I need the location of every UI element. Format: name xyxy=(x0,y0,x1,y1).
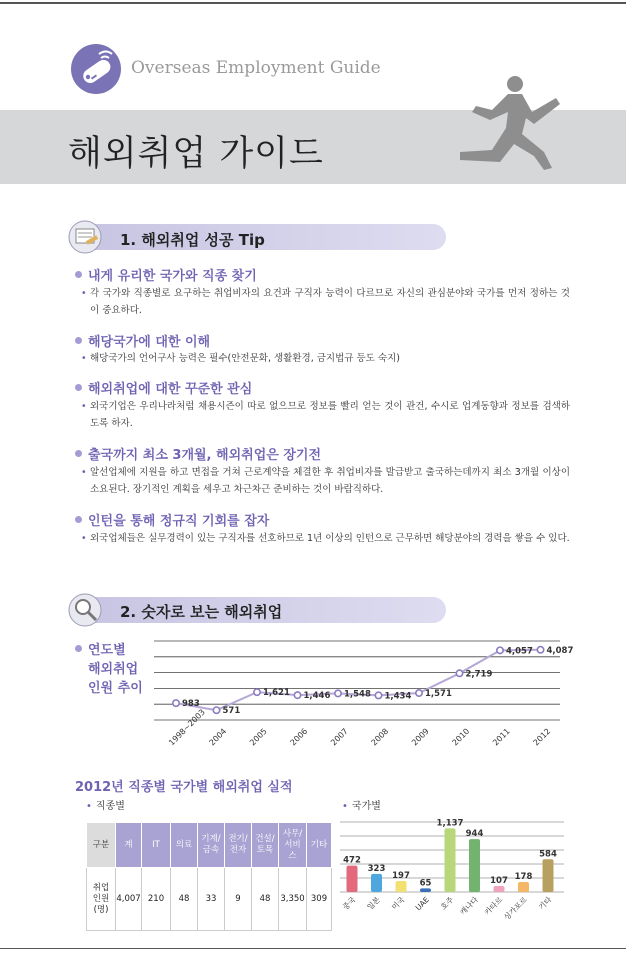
job-value-cell: 3,350 xyxy=(279,868,307,931)
job-header-cell: 기계/ 금속 xyxy=(198,823,225,868)
line-label-3: 인원 추이 xyxy=(88,681,143,696)
tick-label: 2006 xyxy=(288,726,310,748)
section-title-tips: 1. 해외취업 성공 Tip xyxy=(120,231,265,249)
data-point xyxy=(456,670,462,676)
data-point xyxy=(335,690,341,696)
job-header-cell: 전기/ 전자 xyxy=(225,823,252,868)
job-header-cell: 기타 xyxy=(307,823,332,868)
data-point xyxy=(213,707,219,713)
tick-label: 2008 xyxy=(369,726,391,748)
tick-label: 2010 xyxy=(450,726,472,748)
tick-label: 2009 xyxy=(410,726,431,748)
job-header-cell: 건설/ 토목 xyxy=(252,823,279,868)
job-header-cell: 의료 xyxy=(171,823,198,868)
bar-value-label: 197 xyxy=(392,870,410,881)
data-label: 983 xyxy=(182,699,200,710)
data-point xyxy=(254,689,260,695)
bar xyxy=(371,874,382,892)
data-point xyxy=(173,700,179,706)
bar xyxy=(396,881,407,892)
bar-value-label: 584 xyxy=(539,849,557,860)
data-label: 571 xyxy=(222,706,241,717)
tick-label: 2012 xyxy=(531,726,553,748)
job-header-cell: 구분 xyxy=(87,823,116,868)
bar-value-label: 65 xyxy=(419,878,432,889)
line-chart-label xyxy=(75,641,143,698)
magnifier-icon xyxy=(68,593,104,627)
trend-line xyxy=(176,650,541,710)
tip-body: • 알선업체에 지원을 하고 면접을 거쳐 근로계약을 체결한 후 취업비자를 발급받고 출국하는데까지 최소 3개월 이상이 소요된다. 장기적인 계획을 세우고 차근차근 준비하는 것이 바람직하다. xyxy=(90,464,570,498)
job-value-cell: 9 xyxy=(225,868,252,931)
data-label: 2,719 xyxy=(465,669,493,680)
data-point xyxy=(294,692,300,698)
data-label: 1,446 xyxy=(303,691,331,702)
job-value-cell: 210 xyxy=(142,868,171,931)
data-label: 1,571 xyxy=(425,689,452,700)
tip-body: • 외국기업은 우리나라처럼 채용시즌이 따로 없으므로 정보를 빨리 얻는 것이 관건, 수시로 업계동향과 정보를 검색하도록 하자. xyxy=(90,398,570,432)
job-table-header xyxy=(87,823,332,868)
job-table-row xyxy=(87,868,332,931)
bar-value-label: 944 xyxy=(465,829,484,840)
data-label: 1,434 xyxy=(384,691,412,702)
job-value-cell: 309 xyxy=(307,868,332,931)
category-label: 싱가포르 xyxy=(502,895,529,922)
jumping-man-icon xyxy=(452,72,562,172)
tick-label: 1998~2003 xyxy=(167,707,207,748)
job-header-cell: 사무/ 서비 스 xyxy=(279,823,307,868)
tip-body: • 해당국가의 언어구사 능력은 필수(안전문화, 생활환경, 금지법규 등도 숙지) xyxy=(90,350,570,367)
data-point xyxy=(537,647,543,653)
tick-label: 2004 xyxy=(207,726,229,748)
bar xyxy=(543,859,554,892)
bar-value-label: 1,137 xyxy=(436,818,464,829)
tick-label: 2011 xyxy=(491,726,512,748)
job-header-cell: IT xyxy=(142,823,171,868)
logo-icon xyxy=(71,44,121,94)
job-value-cell: 48 xyxy=(171,868,198,931)
tip-heading: 해외취업에 대한 꾸준한 관심 xyxy=(75,378,252,397)
document-pen-icon xyxy=(68,220,104,254)
job-header-cell: 계 xyxy=(116,823,142,868)
category-label: 기타 xyxy=(536,895,554,912)
bar-value-label: 107 xyxy=(490,876,508,887)
bullet-icon xyxy=(75,645,82,652)
bar-chart xyxy=(338,812,566,922)
category-label: 미국 xyxy=(389,895,407,912)
job-subheading: • 직종별 xyxy=(86,797,125,812)
job-table xyxy=(86,822,332,931)
bar-value-label: 472 xyxy=(343,855,361,866)
job-value-cell: 4,007 xyxy=(116,868,142,931)
category-label: 일본 xyxy=(365,895,382,912)
bar xyxy=(469,839,480,892)
data-label: 4,057 xyxy=(506,646,533,657)
bar xyxy=(445,828,456,892)
job-value-cell: 33 xyxy=(198,868,225,931)
data-label: 1,548 xyxy=(344,689,371,700)
line-label-1: 연도별 xyxy=(88,643,126,658)
category-label: 중국 xyxy=(340,895,358,912)
category-label: UAE xyxy=(413,895,431,913)
top-rule xyxy=(0,2,626,4)
bar xyxy=(347,866,358,892)
data-point xyxy=(375,692,381,698)
data-label: 4,087 xyxy=(546,645,574,656)
tip-heading: 해당국가에 대한 이해 xyxy=(75,331,210,350)
bar xyxy=(494,886,505,892)
job-value-cell: 48 xyxy=(252,868,279,931)
tip-heading: 내게 유리한 국가와 직종 찾기 xyxy=(75,265,257,284)
tick-label: 2007 xyxy=(329,726,350,748)
tip-heading: 출국까지 최소 3개월, 해외취업은 장기전 xyxy=(75,444,321,463)
guide-label: Overseas Employment Guide xyxy=(131,58,381,78)
tip-heading: 인턴을 통해 정규직 기회를 잡자 xyxy=(75,510,269,529)
tip-body: • 외국업체들은 실무경력이 있는 구직자를 선호하므로 1년 이상의 인턴으로 근무하면 해당분야의 경력을 쌓을 수 있다. xyxy=(90,530,570,547)
bottom-rule xyxy=(0,948,626,949)
bar xyxy=(518,882,529,892)
data-point xyxy=(416,690,422,696)
section-title-numbers: 2. 숫자로 보는 해외취업 xyxy=(120,603,283,621)
job-row-label: 취업 인원 (명) xyxy=(87,868,116,931)
country-subheading: • 국가별 xyxy=(342,797,381,812)
line-label-2: 해외취업 xyxy=(88,662,139,677)
line-chart xyxy=(150,636,574,766)
stats-heading: 2012년 직종별 국가별 해외취업 실적 xyxy=(75,780,293,795)
page-title: 해외취업 가이드 xyxy=(68,134,324,174)
bar-value-label: 323 xyxy=(367,863,386,874)
bar xyxy=(420,888,431,892)
bar-value-label: 178 xyxy=(514,872,533,883)
category-label: 캐나다 xyxy=(458,895,480,917)
category-label: 카타르 xyxy=(482,895,505,917)
data-label: 1,621 xyxy=(263,688,290,699)
tip-body: • 각 국가와 직종별로 요구하는 취업비자의 요건과 구직자 능력이 다르므로 자신의 관심분야와 국가를 먼저 정하는 것이 중요하다. xyxy=(90,285,570,319)
category-label: 호주 xyxy=(438,895,456,912)
tick-label: 2005 xyxy=(248,726,269,748)
data-point xyxy=(497,647,503,653)
